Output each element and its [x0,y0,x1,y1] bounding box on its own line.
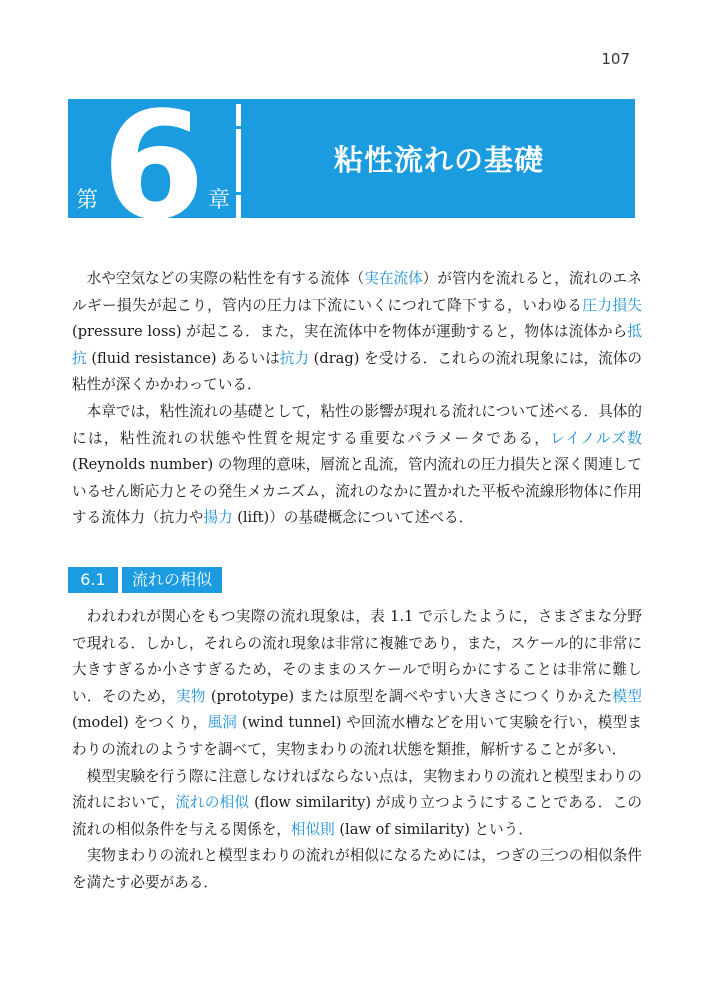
text-run: (Reynolds number) の物理的意味，層流と乱流，管内流れの圧力損失と深く関連しているせん断応力とその発生メカニズム，流れのなかに置かれた平板や流線形物体に作用する流体力（抗力や [72,456,642,527]
keyword-term: 模型 [612,687,642,705]
text-run: (law of similarity) という． [334,820,533,838]
chapter-number: 6 [102,90,205,218]
section-paragraph-2 [72,764,642,844]
keyword-term: 圧力損失 [582,296,642,314]
text-run: われわれが関心をもつ実際の流れ現象は，表 1.1 で示したように，さまざまな分野で現れる．しかし，それらの流れ現象は非常に複雑であり，また，スケール的に非常に大きすぎるか小さすぎるため，そのままのスケールで明らかにすることは非常に難しい．そのため， [72,608,642,705]
text-run: 模型実験を行う際に注意しなければならない点は，実物まわりの流れと模型まわりの流れにおいて， [72,767,642,812]
section-heading [68,567,222,593]
chapter-prefix: 第 [76,188,99,213]
divider-notch-bottom [236,192,241,195]
intro-text [72,266,642,532]
text-run: (model) をつくり， [72,714,208,732]
keyword-term: 流れの相似 [175,794,250,812]
text-run: (prototype) または原型を調べやすい大きさにつくりかえた [205,687,613,705]
text-run: 実物まわりの流れと模型まわりの流れが相似になるためには，つぎの三つの相似条件を満たす必要がある． [72,847,642,891]
intro-paragraph-2 [72,399,642,532]
text-run: 本章では，粘性流れの基礎として，粘性の影響が現れる流れについて述べる．具体的には，粘性流れの状態や性質を規定する重要なパラメータである， [72,402,642,447]
keyword-term: 実物 [175,687,206,705]
text-run: (flow similarity) が成り立つようにすることである．この流れの相似条件を与える関係を， [72,794,642,838]
section-title: 流れの相似 [122,567,222,593]
chapter-suffix: 章 [208,188,231,213]
intro-paragraph-1 [72,266,642,399]
text-run: (wind tunnel) や回流水槽などを用いて実験を行い，模型まわりの流れのようすを調べて，実物まわりの流れ状態を類推，解析することが多い． [72,714,642,758]
section-paragraph-3 [72,843,642,896]
text-run: (lift)）の基礎概念について述べる． [232,509,474,527]
section-number: 6.1 [68,567,118,593]
divider-notch-top [236,126,241,129]
text-run: ）が管内を流れると，流れのエネルギー損失が起こり，管内の圧力は下流にいくにつれて降下する，いわゆる [72,270,642,314]
keyword-term: 風洞 [207,714,238,732]
chapter-banner [68,90,635,218]
section-paragraph-1 [72,604,642,764]
text-run: 水や空気などの実際の粘性を有する流体（ [86,270,365,287]
chapter-title: 粘性流れの基礎 [333,143,544,177]
section-text [72,604,642,897]
keyword-term: レイノルズ数 [550,429,642,447]
banner-divider [236,104,241,218]
keyword-term: 相似則 [290,820,335,838]
text-run: (pressure loss) が起こる．また，実在流体中を物体が運動すると，物体は流体から [72,323,628,341]
keyword-term: 抵抗 [72,323,642,367]
keyword-term: 抗力 [279,349,309,367]
keyword-term: 実在流体 [364,270,423,287]
text-run: (fluid resistance) あるいは [86,349,280,367]
keyword-term: 揚力 [203,509,233,527]
text-run: (drag) を受ける．これらの流れ現象には，流体の粘性が深くかかわっている． [72,349,642,394]
page-number: 107 [601,50,630,68]
